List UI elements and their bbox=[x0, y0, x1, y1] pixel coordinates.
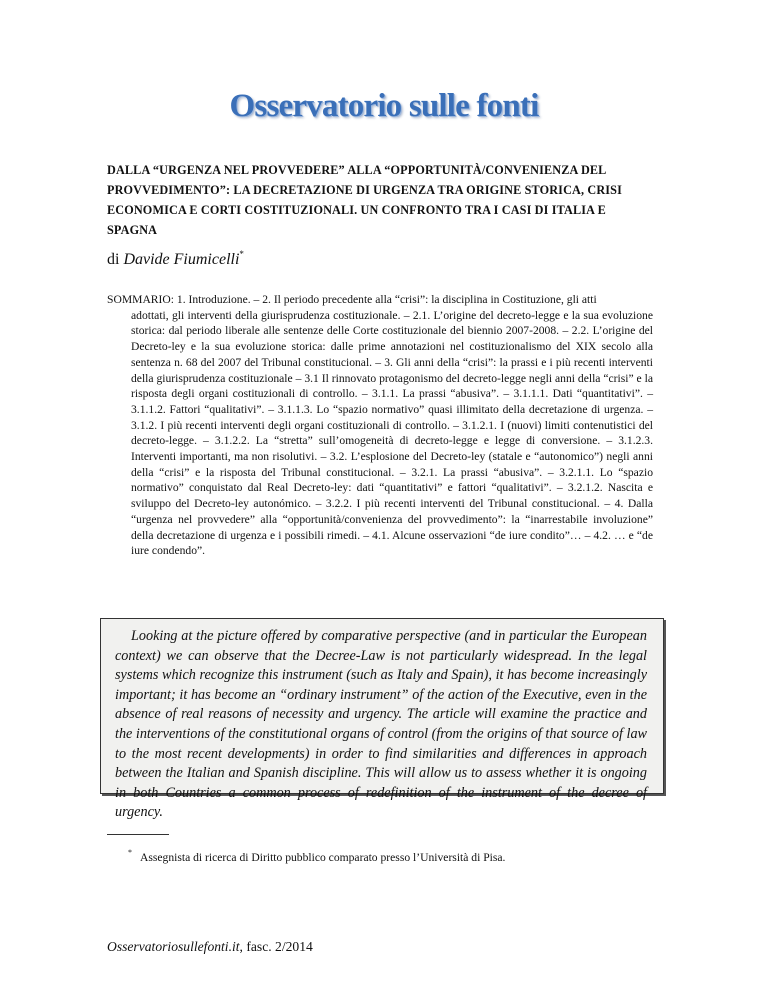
author-name: Davide Fiumicelli bbox=[123, 251, 240, 268]
abstract-text: Looking at the picture offered by comparative perspective (and in particular the European context) we can observe that the Decree-Law is not particularly widespread. In the legal systems which recognize this instrument (such as Italy and Spain), it has become increasingly important; it has become an “ordinary instrument” of the action of the Executive, even in the absence of real reasons of necessity and urgency. The article will examine the practice and the interventions of the constitutional organs of control (from the origins of that source of law to the most recent developments) in order to find similarities and differences in approach between the Italian and Spanish discipline. This will allow us to assess whether it is ongoing in both Countries a common process of redefinition of the instrument of the decree of urgency. bbox=[115, 628, 647, 821]
journal-masthead: Osservatorio sulle fonti bbox=[229, 88, 539, 124]
footer-issue: , fasc. 2/2014 bbox=[239, 939, 313, 954]
footnote-mark: * bbox=[128, 848, 132, 857]
abstract-box bbox=[100, 618, 664, 821]
summary-first-line bbox=[107, 292, 653, 308]
summary-continuation: adottati, gli interventi della giurisprudenza costituzionale. – 2.1. L’origine del decreto-legge e la sua evoluzione storica: dal periodo liberale alle sentenze delle Corte costituzionale del biennio 2007-2008. – 2.2. L’origine del Decreto-ley e la sua evoluzione storica: dalle prime annotazioni nel costituzionalismo del XIX secolo alla sentenza n. 68 del 2007 del Tribunal constitucional. – 3. Gli anni della “crisi”: la prassi e i più recenti interventi della giurisprudenza costituzionale – 3.1 Il rinnovato protagonismo del decreto-legge negli anni della “crisi” e la risposta degli organi costituzionali di controllo. – 3.1.1. La prassi “abusiva”. – 3.1.1.1. Dati “quantitativi”. – 3.1.1.2. Fattori “qualitativi”. – 3.1.1.3. Lo “spazio normativo” quasi illimitato della decretazione di urgenza. – 3.1.2. I più recenti interventi degli organi costituzionali di controllo. – 3.1.2.1. I (nuovi) limiti contenutistici del decreto-legge. – 3.1.2.2. La “stretta” sull’omogeneità di decreto-legge e legge di conversione. – 3.1.2.3. Interventi importanti, ma non risolutivi. – 3.2. L’esplosione del Decreto-ley (statale e “autonomico”) negli anni della “crisi” e la risposta del Tribunal constitucional. – 3.2.1. La prassi “abusiva”. – 3.2.1.1. Lo “spazio normativo” conquistato dal Real Decreto-ley: dati “quantitativi” e fattori “qualitativi”. – 3.2.1.2. Nascita e sviluppo del Decreto-ley autonómico. – 3.2.2. I più recenti interventi del Tribunal constitucional. – 4. Dalla “urgenza nel provvedere” alla “opportunità/convenienza del provvedimento”: la “inarrestabile involuzione” della decretazione di urgenza e i possibili rimedi. – 4.1. Alcune osservazioni “de iure condito”… – 4.2. … e “de iure condendo”. bbox=[131, 308, 653, 558]
footnote bbox=[128, 848, 505, 864]
footnote-divider bbox=[107, 834, 169, 835]
table-of-contents bbox=[107, 292, 653, 559]
summary-first-text: 1. Introduzione. – 2. Il periodo precedente alla “crisi”: la disciplina in Costituzione, gli atti bbox=[174, 293, 597, 306]
byline-prefix: di bbox=[107, 251, 124, 268]
article-title: DALLA “URGENZA NEL PROVVEDERE” ALLA “OPPORTUNITÀ/CONVENIENZA DEL PROVVEDIMENTO”: LA DECRETAZIONE DI URGENZA TRA ORIGINE STORICA, CRISI ECONOMICA E CORTI COSTITUZIONALI. UN CONFRONTO TRA I CASI DI ITALIA E SPAGNA bbox=[107, 163, 622, 237]
footnote-text: Assegnista di ricerca di Diritto pubblico comparato presso l’Università di Pisa. bbox=[140, 851, 506, 864]
author-footnote-mark: * bbox=[239, 249, 244, 259]
author-byline bbox=[107, 249, 244, 269]
summary-label: SOMMARIO: bbox=[107, 293, 174, 306]
page-footer bbox=[107, 939, 313, 955]
footer-site: Osservatoriosullefonti.it bbox=[107, 939, 240, 954]
